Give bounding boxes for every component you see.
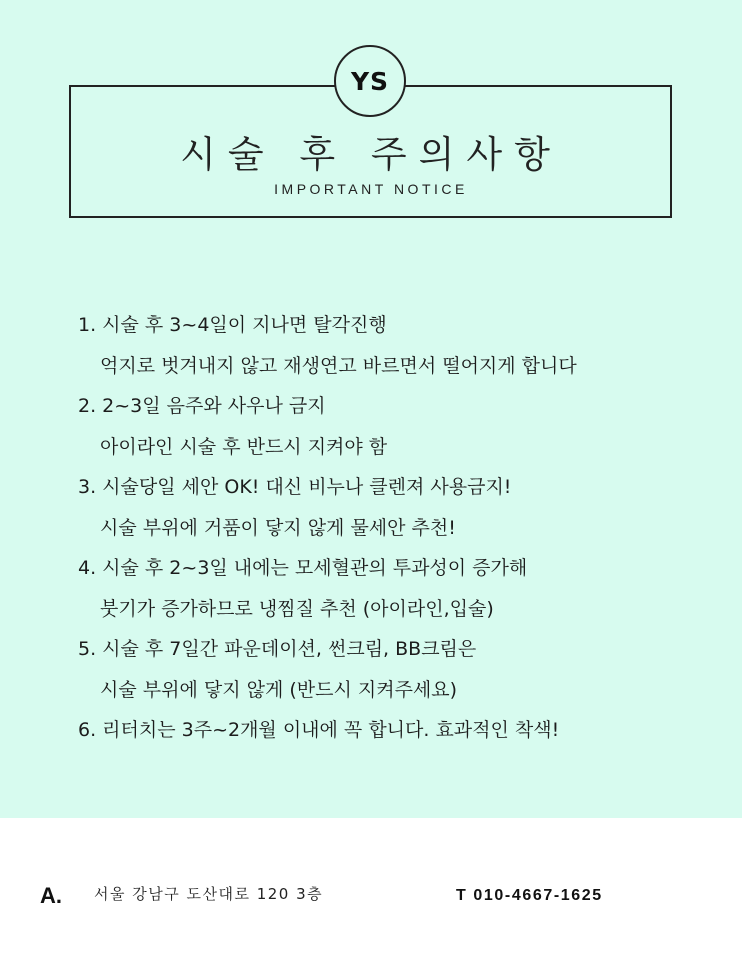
notice-item [78, 467, 718, 548]
notice-detail: 아이라인 시술 후 반드시 지켜야 함 [100, 435, 388, 458]
notice-item [78, 305, 718, 386]
notice-item [78, 710, 718, 751]
notice-main: 6. 리터치는 3주~2개월 이내에 꼭 합니다. 효과적인 착색! [78, 719, 560, 741]
notice-list [78, 305, 718, 751]
notice-detail: 붓기가 증가하므로 냉찜질 추천 (아이라인,입술) [100, 597, 494, 620]
address-text: 서울 강남구 도산대로 120 3층 [94, 885, 324, 903]
notice-item [78, 386, 718, 467]
notice-main: 3. 시술당일 세안 OK! 대신 비누나 클렌져 사용금지! [78, 476, 512, 498]
logo-text: YS [350, 66, 390, 96]
logo-badge [334, 45, 406, 117]
page-subtitle: IMPORTANT NOTICE [274, 181, 468, 197]
notice-detail: 시술 부위에 거품이 닿지 않게 물세안 추천! [100, 516, 456, 539]
notice-main: 5. 시술 후 7일간 파운데이션, 썬크림, BB크림은 [78, 638, 477, 660]
notice-item [78, 629, 718, 710]
address-label: A. [40, 883, 62, 908]
notice-main: 1. 시술 후 3~4일이 지나면 탈각진행 [78, 314, 387, 336]
phone-number: T 010-4667-1625 [456, 887, 603, 904]
notice-main: 2. 2~3일 음주와 사우나 금지 [78, 395, 326, 417]
notice-detail: 억지로 벗겨내지 않고 재생연고 바르면서 떨어지게 합니다 [100, 354, 577, 377]
page-title: 시술 후 주의사항 [180, 133, 562, 176]
notice-main: 4. 시술 후 2~3일 내에는 모세혈관의 투과성이 증가해 [78, 557, 528, 579]
notice-detail: 시술 부위에 닿지 않게 (반드시 지켜주세요) [100, 678, 458, 701]
notice-item [78, 548, 718, 629]
